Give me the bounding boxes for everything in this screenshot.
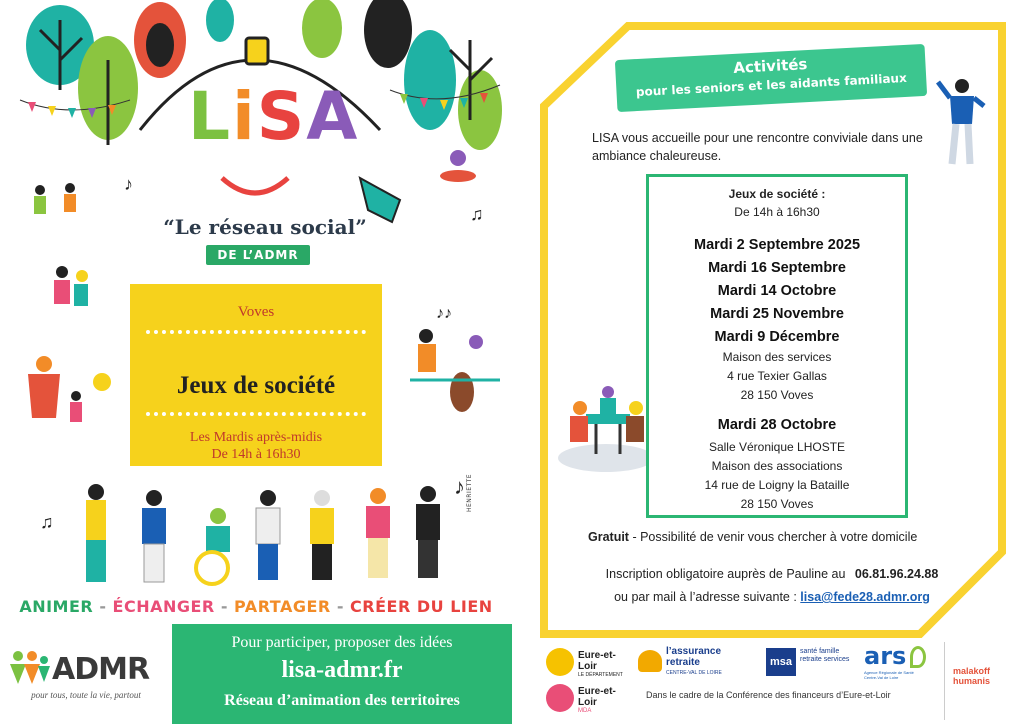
special-session-date: Mardi 28 Octobre xyxy=(717,417,837,433)
flyer-back xyxy=(512,0,1024,724)
eure-et-loir-emblem-icon xyxy=(546,648,574,676)
session-date: Mardi 2 Septembre 2025 xyxy=(693,237,861,253)
slogan-separator: - xyxy=(220,597,228,616)
lisa-logo xyxy=(188,78,360,155)
assurance-name: l’assurance retraite xyxy=(666,646,722,668)
financeurs-note: Dans le cadre de la Conférence des financeurs d’Eure-et-Loir xyxy=(646,690,891,700)
dancer-illustration xyxy=(936,76,986,168)
phone-number[interactable]: 06.81.96.24.88 xyxy=(854,567,939,581)
slogan-separator: - xyxy=(99,597,107,616)
session-date: Mardi 25 Novembre xyxy=(710,306,844,322)
session-date: Mardi 14 Octobre xyxy=(717,283,837,299)
partner-logos xyxy=(512,640,1024,724)
mail-text: ou par mail à l’adresse suivante : xyxy=(614,590,797,604)
malakoff-name: malakoff humanis xyxy=(953,666,991,686)
signup-line xyxy=(572,567,972,581)
event-schedule-hours: De 14h à 16h30 xyxy=(211,447,301,462)
slogan-word: ANIMER xyxy=(19,597,94,616)
mda-name: Eure-et-Loir xyxy=(578,686,616,708)
free-label: Gratuit xyxy=(588,530,629,544)
ars-wordmark: ars xyxy=(864,642,907,670)
venue-line: Salle Véronique LHOSTE xyxy=(708,440,846,454)
participation-text: Pour participer, proposer des idées xyxy=(231,634,453,651)
assurance-sub: CENTRE-VAL DE LOIRE xyxy=(666,670,722,676)
svg-text:♪: ♪ xyxy=(454,474,465,499)
banner-subtitle: pour les seniors et les aidants familiaux xyxy=(635,70,908,100)
artist-credit: HENRIETTE xyxy=(466,473,473,512)
signup-text: Inscription obligatoire auprès de Pauline au xyxy=(605,567,846,581)
smile-icon xyxy=(222,178,288,193)
website-link[interactable]: lisa-admr.fr xyxy=(281,657,403,683)
venue-line: 14 rue de Loigny la Bataille xyxy=(704,478,850,492)
front-footer xyxy=(0,624,512,724)
card-players-illustration xyxy=(556,378,656,474)
free-text: - Possibilité de venir vous chercher à votre domicile xyxy=(628,530,918,544)
event-title: Jeux de société xyxy=(176,372,336,399)
banner-title: Activités xyxy=(732,55,808,77)
lamp-icon xyxy=(246,38,268,64)
ars-sub: Agence Régionale de Santé Centre-Val de Loire xyxy=(864,670,914,680)
event-town: Voves xyxy=(237,304,275,320)
dotted-divider xyxy=(146,412,366,416)
msa-emblem: msa xyxy=(766,648,796,676)
assurance-emblem-icon xyxy=(638,650,662,672)
venue-line: 28 150 Voves xyxy=(740,497,814,511)
slogan xyxy=(0,597,512,616)
admr-people-icon xyxy=(8,650,52,686)
ars-leaf-icon xyxy=(910,646,926,668)
svg-text:♪♪: ♪♪ xyxy=(436,305,452,322)
participation-banner xyxy=(172,624,512,724)
mda-sub: MDA xyxy=(578,708,592,714)
admr-logo xyxy=(0,624,172,724)
yoga-person-icon xyxy=(450,150,466,166)
assurance-retraite-logo xyxy=(638,644,742,680)
svg-text:♪: ♪ xyxy=(124,174,133,194)
event-card xyxy=(130,284,382,466)
admr-wordmark: ADMR xyxy=(52,652,150,687)
logo-letter: A xyxy=(306,78,360,155)
event-schedule-days: Les Mardis après-midis xyxy=(189,430,323,445)
logo-letter: i xyxy=(232,78,257,155)
svg-text:♫: ♫ xyxy=(470,204,484,224)
network-text: Réseau d’animation des territoires xyxy=(224,692,460,709)
msa-text: santé famille retraite services xyxy=(800,648,850,663)
free-notice xyxy=(588,530,1008,544)
intro-paragraph: LISA vous accueille pour une rencontre conviviale dans une ambiance chaleureuse. xyxy=(592,131,923,163)
slogan-word: PARTAGER xyxy=(234,597,331,616)
slogan-separator: - xyxy=(336,597,344,616)
session-date: Mardi 9 Décembre xyxy=(714,329,840,345)
eure-et-loir-logo xyxy=(546,646,626,680)
dotted-divider xyxy=(146,330,366,334)
mail-line xyxy=(572,590,972,604)
venue-line: Maison des associations xyxy=(711,459,843,473)
mda-emblem-icon xyxy=(546,684,574,712)
email-link[interactable]: lisa@fede28.admr.org xyxy=(800,590,930,604)
activity-label: Jeux de société : xyxy=(728,187,826,201)
admr-motto: pour tous, toute la vie, partout xyxy=(31,690,141,700)
session-date: Mardi 16 Septembre xyxy=(708,260,846,276)
msa-logo xyxy=(766,646,856,680)
ars-logo xyxy=(864,642,944,682)
activity-hours: De 14h à 16h30 xyxy=(734,205,820,219)
slogan-word: CRÉER DU LIEN xyxy=(350,597,493,616)
logo-letter: L xyxy=(188,78,233,155)
eure-et-loir-name: Eure-et-Loir xyxy=(578,650,616,672)
logo-letter: S xyxy=(256,78,307,155)
venue-line: 4 rue Texier Gallas xyxy=(727,369,827,383)
svg-text:♫: ♫ xyxy=(40,512,54,532)
slogan-word: ÉCHANGER xyxy=(112,597,215,616)
eure-et-loir-mda-logo xyxy=(546,682,626,716)
venue-line: 28 150 Voves xyxy=(740,388,814,402)
schedule-box xyxy=(646,174,908,518)
malakoff-logo xyxy=(944,642,1022,720)
tagline: “Le réseau social” xyxy=(163,215,367,239)
venue-line: Maison des services xyxy=(722,350,832,364)
eure-et-loir-sub: LE DÉPARTEMENT xyxy=(578,672,623,678)
tagline-sub-badge: DE L’ADMR xyxy=(206,245,310,265)
